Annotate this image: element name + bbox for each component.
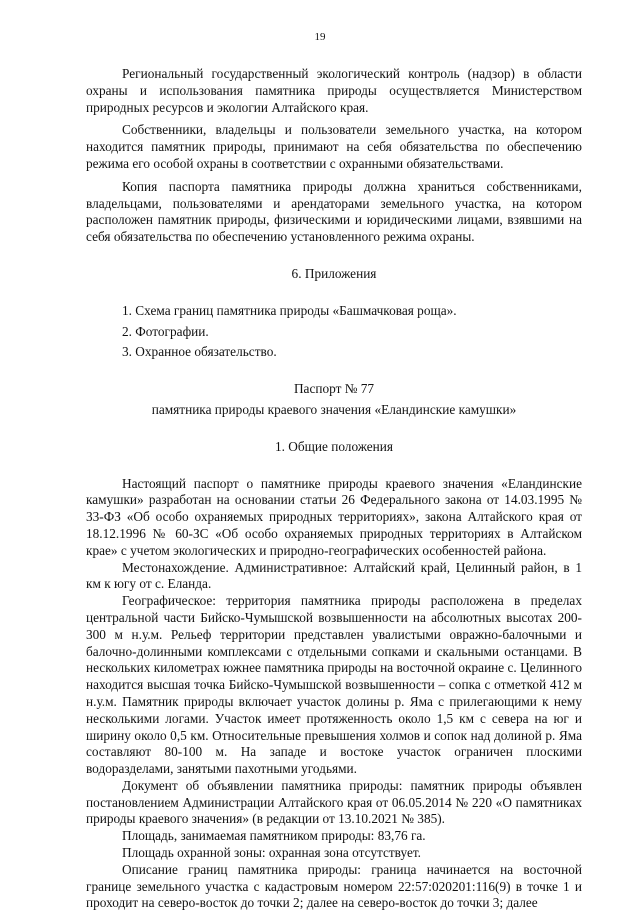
- appendix-heading: 6. Приложения: [291, 265, 377, 281]
- paragraph-area: Площадь, занимаемая памятником природы: 83,76 га.: [122, 828, 426, 844]
- paragraph-passport-copy: Копия паспорта памятника природы должна храниться собственниками, владельцами, пользователями и арендаторами земельного участка, на котором расположен памятник природы, физическими и юридическими лицами, взявшими на себя обязательства по обеспечению установленного режима охраны.: [86, 178, 582, 245]
- paragraph-legal-basis: Настоящий паспорт о памятнике природы краевого значения «Еландинские камушки» разработан на основании статьи 26 Федерального закона от 14.03.1995 № 33-ФЗ «Об особо охраняемых природных территориях», закона Алтайского края от 18.12.1996 № 60-ЗС «Об особо охраняемых природных территориях в Алтайском крае» с учетом экологических и природно-географических особенностей района.: [86, 475, 582, 558]
- paragraph-control: Региональный государственный экологический контроль (надзор) в области охраны и использования памятника природы осуществляется Министерством природных ресурсов и экологии Алтайского края.: [86, 66, 582, 115]
- paragraph-obligations: Собственники, владельцы и пользователи земельного участка, на котором находится памятник природы, принимают на себя обязательства по обеспечению режима его особой охраны в соответствии с охранными обязательствами.: [86, 122, 582, 171]
- paragraph-location-geo: Географическое: территория памятника природы расположена в пределах центральной части Бийско-Чумышской возвышенности на абсолютных высотах 200-300 м н.у.м. Рельеф территории представлен увалистыми овражно-балочными и балочно-долинными комплексами с отдельными сопками и скальными останцами. В нескольких километрах южнее памятника природы на восточной окраине с. Целинного находится высшая точка Бийско-Чумышской возвышенности – сопка с отметкой 412 м н.у.м. Памятник природы включает участок долины р. Яма с прилегающими к нему несколькими логами. Участок имеет протяженность около 1,5 км с севера на юг и ширину около 0,5 км. Относительные превышения холмов и сопок над долиной р. Яма составляют 80-100 м. На западе и востоке участок ограничен плоскими водоразделами, занятыми пахотными угодьями.: [86, 593, 582, 777]
- page-number: 19: [314, 31, 326, 43]
- general-heading: 1. Общие положения: [274, 438, 394, 454]
- passport-subtitle: памятника природы краевого значения «Еландинские камушки»: [151, 401, 517, 417]
- paragraph-location-admin: Местонахождение. Административное: Алтайский край, Целинный район, в 1 км к югу от с. Еланда.: [86, 559, 582, 592]
- passport-title: Паспорт № 77: [293, 381, 375, 397]
- paragraph-boundary-description: Описание границ памятника природы: граница начинается на восточной границе земельного участка с кадастровым номером 22:57:020201:116(9) в точке 1 и проходит на северо-восток до точки 2; далее на северо-восток до точки 3; далее: [86, 861, 582, 911]
- document-body: [86, 66, 582, 912]
- appendix-item: 2. Фотографии.: [122, 323, 209, 339]
- appendix-item: 1. Схема границ памятника природы «Башмачковая роща».: [122, 302, 457, 318]
- paragraph-declaration-doc: Документ об объявлении памятника природы: памятник природы объявлен постановлением Администрации Алтайского края от 06.05.2014 № 220 «О памятниках природы краевого значения» (в редакции от 13.10.2021 № 385).: [86, 777, 582, 827]
- paragraph-protection-zone: Площадь охранной зоны: охранная зона отсутствует.: [122, 845, 422, 861]
- appendix-item: 3. Охранное обязательство.: [122, 344, 277, 360]
